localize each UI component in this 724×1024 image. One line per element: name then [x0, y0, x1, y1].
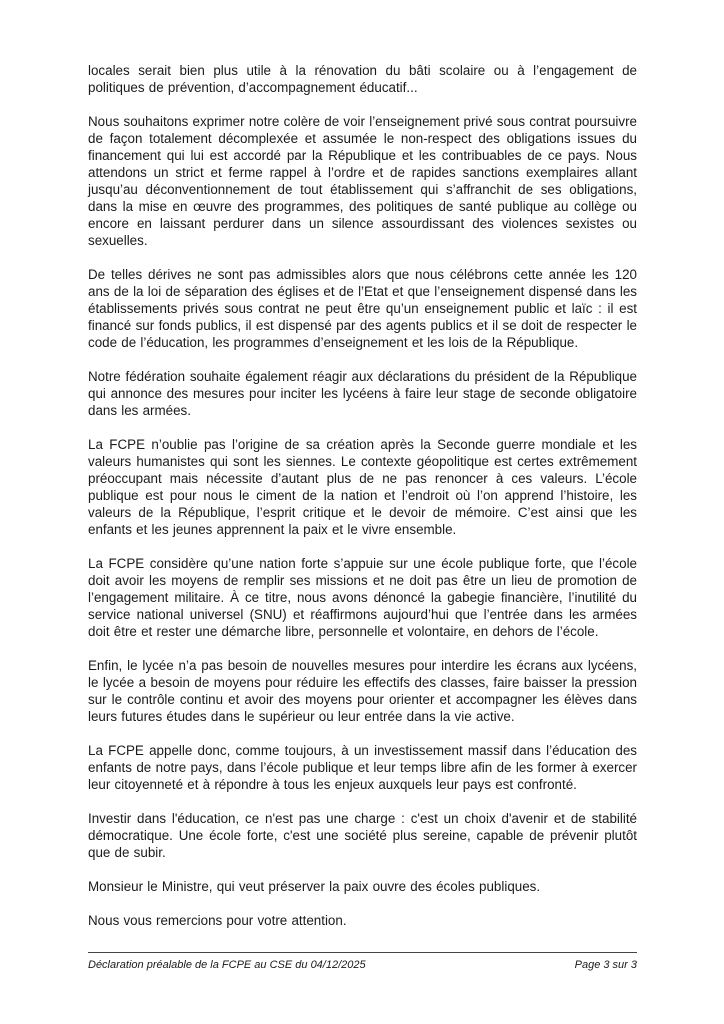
paragraph: locales serait bien plus utile à la rénovation du bâti scolaire ou à l’engagement de politiques de prévention, d’accompagnement éducatif...	[88, 63, 637, 95]
footer-document-title: Déclaration préalable de la FCPE au CSE du 04/12/2025	[88, 959, 366, 971]
paragraph: La FCPE appelle donc, comme toujours, à un investissement massif dans l’éducation des enfants de notre pays, dans l’école publique et leur temps libre afin de les former à exercer leur citoyenneté et à répondre à tous les enjeux auxquels leur pays est confronté.	[88, 743, 637, 792]
paragraph: La FCPE n’oublie pas l’origine de sa création après la Seconde guerre mondiale et les valeurs humanistes qui sont les siennes. Le contexte géopolitique est certes extrêmement préoccupant mais nécessite d’autant plus de ne pas renoncer à ces valeurs. L’école publique est pour nous le ciment de la nation et l’endroit où l’on apprend l’histoire, les valeurs de la République, l’esprit critique et le devoir de mémoire. C’est ainsi que les enfants et les jeunes apprennent la paix et le vivre ensemble.	[88, 437, 637, 537]
paragraph: Nous vous remercions pour votre attention.	[88, 913, 347, 928]
paragraph: Enfin, le lycée n’a pas besoin de nouvelles mesures pour interdire les écrans aux lycéens, le lycée a besoin de moyens pour réduire les effectifs des classes, faire baisser la pression sur le contrôle continu et avoir des moyens pour orienter et accompagner les élèves dans leurs futures études dans le supérieur ou leur entrée dans la vie active.	[88, 658, 637, 724]
page-footer	[88, 952, 637, 972]
paragraph: La FCPE considère qu’une nation forte s’appuie sur une école publique forte, que l’école doit avoir les moyens de remplir ses missions et ne doit pas être un lieu de promotion de l’engagement militaire. À ce titre, nous avons dénoncé la gabegie financière, l’inutilité du service national universel (SNU) et réaffirmons aujourd’hui que l’entrée dans les armées doit être et rester une démarche libre, personnelle et volontaire, en dehors de l’école.	[88, 556, 637, 639]
footer-page-number: Page 3 sur 3	[574, 959, 637, 971]
paragraph: Investir dans l'éducation, ce n'est pas une charge : c'est un choix d'avenir et de stabilité démocratique. Une école forte, c'est une société plus sereine, capable de prévenir plutôt que de subir.	[88, 811, 637, 860]
paragraph: De telles dérives ne sont pas admissibles alors que nous célébrons cette année les 120 ans de la loi de séparation des églises et de l’Etat et que l’enseignement dispensé dans les établissements privés sous contrat ne peut être qu’un enseignement public et laïc : il est financé sur fonds publics, il est dispensé par des agents publics et il se doit de respecter le code de l’éducation, les programmes d’enseignement et les lois de la République.	[88, 267, 637, 350]
footer-divider	[88, 952, 637, 953]
footer-row	[88, 959, 637, 972]
paragraph: Monsieur le Ministre, qui veut préserver la paix ouvre des écoles publiques.	[88, 879, 541, 894]
paragraph: Notre fédération souhaite également réagir aux déclarations du président de la République qui annonce des mesures pour inciter les lycéens à faire leur stage de seconde obligatoire dans les armées.	[88, 369, 637, 418]
document-body	[88, 62, 637, 946]
paragraph: Nous souhaitons exprimer notre colère de voir l’enseignement privé sous contrat poursuivre de façon totalement décomplexée et assumée le non-respect des obligations issues du financement qui lui est accordé par la République et les contribuables de ce pays. Nous attendons un strict et ferme rappel à l’ordre et de rapides sanctions exemplaires allant jusqu’au déconventionnement de tout établissement qui s’affranchit de ses obligations, dans la mise en œuvre des programmes, des politiques de santé publique au collège ou encore en laissant perdurer dans un silence assourdissant des violences sexistes ou sexuelles.	[88, 114, 637, 248]
